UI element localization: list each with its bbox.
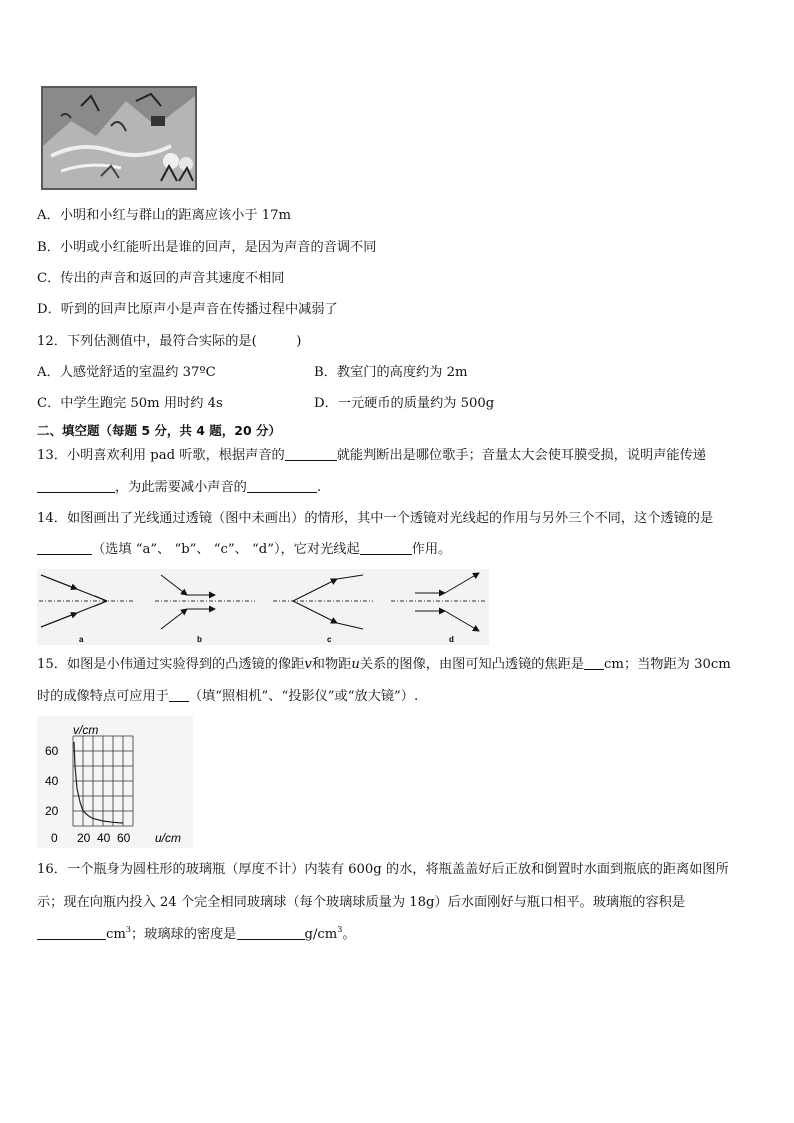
q15-text5: 时的成像特点可应用于	[37, 689, 169, 704]
q16-unit2: g/cm	[304, 927, 338, 942]
q14-blank1[interactable]	[37, 541, 92, 555]
q13-line1	[37, 447, 706, 465]
q14-line2	[37, 541, 451, 559]
mountain-echo-illustration	[41, 86, 197, 190]
q15-line1	[37, 656, 731, 674]
q13-blank3[interactable]	[247, 479, 317, 493]
y-tick-label: 40	[45, 774, 59, 788]
q12-stem: 12．下列估测值中，最符合实际的是( )	[37, 334, 302, 349]
q13-line2	[37, 479, 321, 497]
q13-text1: 13．小明喜欢利用 pad 听歌，根据声音的	[37, 448, 285, 463]
q15-blank1[interactable]	[584, 656, 604, 670]
x-tick-label: 40	[97, 831, 111, 845]
lens-rays-svg	[37, 569, 489, 645]
y-tick-label: 60	[45, 744, 59, 758]
q11-option-c: C．传出的声音和返回的声音其速度不相同	[37, 271, 285, 286]
q11-option-d: D．听到的回声比原声小是声音在传播过程中减弱了	[37, 302, 338, 317]
q13-blank2[interactable]	[37, 479, 115, 493]
label-c: c	[327, 635, 332, 644]
q16-sup2: 3	[337, 925, 343, 934]
q12-option-b: B．教室门的高度约为 2m	[314, 365, 468, 380]
q13-blank1[interactable]	[285, 447, 337, 461]
q15-line2	[37, 688, 418, 706]
mountain-echo-picture	[41, 86, 197, 190]
q16-sup1: 3	[125, 925, 131, 934]
q15-text3: 关系的图像，由图可知凸透镜的焦距是	[359, 657, 585, 672]
x-axis-label: u/cm	[155, 831, 182, 845]
q16-text2: 。	[342, 927, 356, 942]
q14-line1: 14．如图画出了光线通过透镜（图中未画出）的情形，其中一个透镜对光线起的作用与另外三个不同，这个透镜的是	[37, 511, 714, 526]
q13-text4: .	[316, 480, 322, 495]
lens-ray-diagrams	[37, 569, 489, 645]
q16-blank2[interactable]	[237, 926, 305, 940]
q14-text1: （选填 “a”、 “b”、 “c”、 “d”），它对光线起	[92, 542, 360, 557]
q16-line2: 示；现在向瓶内投入 24 个完全相同玻璃球（每个玻璃球质量为 18g）后水面刚好与瓶口相平。玻璃瓶的容积是	[37, 895, 686, 910]
q12-option-c: C．中学生跑完 50m 用时约 4s	[37, 396, 223, 411]
q15-text2: 和物距	[311, 657, 352, 672]
q16-blank1[interactable]	[37, 926, 106, 940]
q13-text3: ，为此需要减小声音的	[115, 480, 247, 495]
y-tick-label: 20	[45, 804, 59, 818]
q15-text1: 15．如图是小伟通过实验得到的凸透镜的像距	[37, 657, 305, 672]
y-axis-label: v/cm	[73, 723, 99, 737]
q13-text2: 就能判断出是哪位歌手；音量太大会使耳膜受损，说明声能传递	[336, 448, 706, 463]
label-d: d	[449, 635, 454, 644]
v-u-chart	[37, 716, 193, 848]
section-title: 二、填空题（每题 5 分，共 4 题，20 分）	[37, 423, 282, 438]
label-b: b	[197, 635, 202, 644]
q12-option-a: A．人感觉舒适的室温约 37ºC	[37, 365, 216, 380]
q15-u: u	[351, 657, 360, 672]
q16-text1: ；玻璃球的密度是	[131, 927, 237, 942]
q11-option-a: A．小明和小红与群山的距离应该小于 17m	[37, 208, 291, 223]
q12-option-d: D．一元硬币的质量约为 500g	[314, 396, 495, 411]
q15-text6: （填“照相机”、“投影仪”或“放大镜”）.	[188, 689, 419, 704]
q16-unit1: cm	[106, 927, 126, 942]
v-u-chart-svg	[37, 716, 193, 848]
x-tick-label: 20	[77, 831, 91, 845]
q14-text2: 作用。	[411, 542, 452, 557]
label-a: a	[79, 635, 84, 644]
q16-line3	[37, 926, 356, 944]
q15-v: v	[304, 657, 312, 672]
x-tick-label: 0	[51, 831, 58, 845]
q11-option-b: B．小明或小红能听出是谁的回声，是因为声音的音调不同	[37, 240, 377, 255]
q15-text4: cm；当物距为 30cm	[604, 657, 731, 672]
q15-blank2[interactable]	[169, 688, 189, 702]
q14-blank2[interactable]	[360, 541, 412, 555]
x-tick-label: 60	[117, 831, 131, 845]
q16-line1: 16．一个瓶身为圆柱形的玻璃瓶（厚度不计）内装有 600g 的水，将瓶盖盖好后正放和倒置时水面到瓶底的距离如图所	[37, 862, 729, 877]
